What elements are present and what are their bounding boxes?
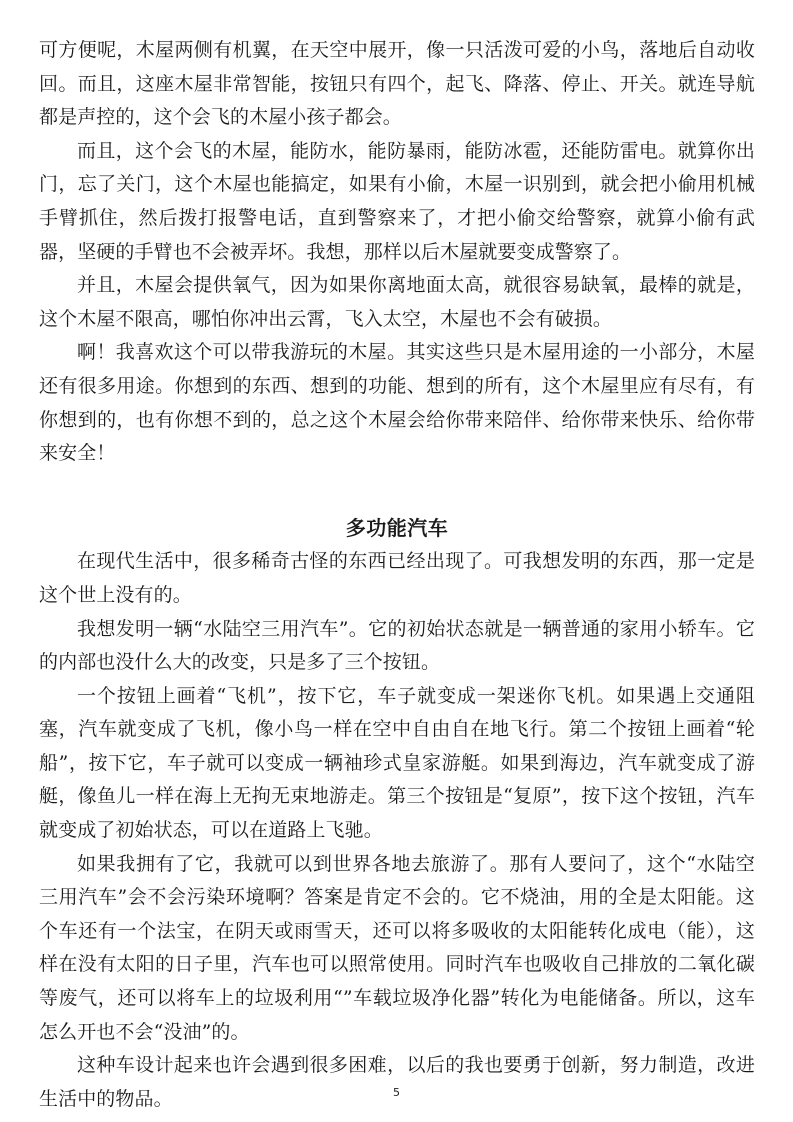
paragraph: 可方便呢，木屋两侧有机翼，在天空中展开，像一只活泼可爱的小鸟，落地后自动收回。而且，这座木屋非常智能，按钮只有四个，起飞、降落、停止、开关。就连导航都是声控的，这个会飞的木屋小孩子都会。 [39, 39, 755, 129]
paragraph: 如果我拥有了它，我就可以到世界各地去旅游了。那有人要问了，这个“水陆空三用汽车”会不会污染环境啊？答案是肯定不会的。它不烧油，用的全是太阳能。这个车还有一个法宝，在阴天或雨雪天，还可以将多吸收的太阳能转化成电（能），这样在没有太阳的日子里，汽车也可以照常使用。同时汽车也吸收自己排放的二氧化碳等废气，还可以将车上的垃圾利用“”车载垃圾净化器”转化为电能储备。所以，这车怎么开也不会“没油”的。 [39, 852, 755, 1043]
paragraph: 在现代生活中，很多稀奇古怪的东西已经出现了。可我想发明的东西，那一定是这个世上没有的。 [39, 550, 755, 606]
essay-multifunction-car [39, 512, 755, 1117]
paragraph: 并且，木屋会提供氧气，因为如果你离地面太高，就很容易缺氧，最棒的就是，这个木屋不限高，哪怕你冲出云霄，飞入太空，木屋也不会有破损。 [39, 274, 755, 330]
page-number: 5 [393, 1086, 400, 1099]
paragraph: 而且，这个会飞的木屋，能防水，能防暴雨，能防冰雹，还能防雷电。就算你出门，忘了关门，这个木屋也能搞定，如果有小偷，木屋一识别到，就会把小偷用机械手臂抓住，然后拨打报警电话，直到警察来了，才把小偷交给警察，就算小偷有武器，坚硬的手臂也不会被弄坏。我想，那样以后木屋就要变成警察了。 [39, 139, 755, 263]
paragraph: 我想发明一辆“水陆空三用汽车”。它的初始状态就是一辆普通的家用小轿车。它的内部也没什么大的改变，只是多了三个按钮。 [39, 617, 755, 674]
paragraph: 啊！我喜欢这个可以带我游玩的木屋。其实这些只是木屋用途的一小部分，木屋还有很多用途。你想到的东西、想到的功能、想到的所有，这个木屋里应有尽有，有你想到的，也有你想不到的，总之这个木屋会给你带来陪伴、给你带来快乐、给你带来安全！ [39, 341, 755, 465]
essay-title: 多功能汽车 [345, 515, 449, 540]
paragraph: 一个按钮上画着“飞机”，按下它，车子就变成一架迷你飞机。如果遇上交通阻塞，汽车就变成了飞机，像小鸟一样在空中自由自在地飞行。第二个按钮上画着“轮船”，按下它，车子就可以变成一辆袖珍式皇家游艇。如果到海边，汽车就变成了游艇，像鱼儿一样在海上无拘无束地游走。第三个按钮是“复原”，按下这个按钮，汽车就变成了初始状态，可以在道路上飞驰。 [39, 684, 755, 842]
previous-essay-continuation [39, 34, 755, 471]
paragraph: 这种车设计起来也许会遇到很多困难，以后的我也要勇于创新，努力制造，改进生活中的物品。 [39, 1054, 755, 1110]
